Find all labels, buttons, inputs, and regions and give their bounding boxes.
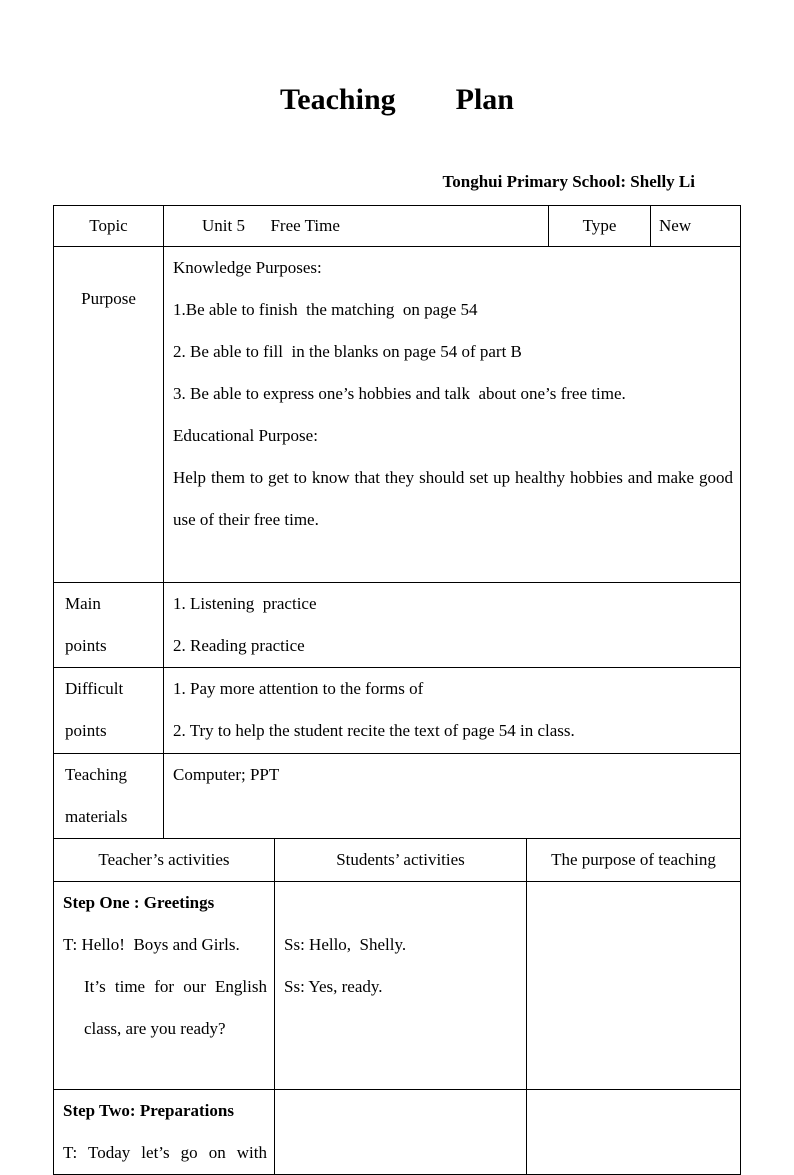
step-two-purpose-cell	[527, 1090, 741, 1175]
text-line: Ss: Yes, ready.	[284, 977, 383, 996]
table-row	[54, 839, 741, 882]
step-one-teacher-cell	[54, 882, 275, 1090]
lesson-info-table	[53, 205, 741, 839]
topic-label-cell: Topic	[54, 206, 164, 247]
text-line: Computer; PPT	[173, 765, 280, 784]
school-author-line: Tonghui Primary School: Shelly Li	[442, 172, 695, 191]
topic-value-cell: Unit 5 Free Time	[164, 206, 549, 247]
text-line: 2. Be able to fill in the blanks on page 54 of part B	[173, 342, 522, 361]
step-two-students-cell	[275, 1090, 527, 1175]
text-line: Ss: Hello, Shelly.	[284, 935, 407, 954]
text-line: 1. Pay more attention to the forms of	[173, 679, 424, 698]
teacher-activities-header-cell: Teacher’s activities	[54, 839, 275, 882]
text-line: T: Today let’s go on with	[63, 1143, 267, 1162]
type-label-cell: Type	[549, 206, 651, 247]
step-one-purpose-cell	[527, 882, 741, 1090]
step-title: Step One : Greetings	[63, 893, 215, 912]
text-line: points	[65, 636, 107, 655]
text-paragraph: Help them to get to know that they should set up healthy hobbies and make good use of their free time.	[173, 468, 733, 529]
purpose-content-cell	[164, 247, 741, 583]
text-line: 2. Reading practice	[173, 636, 305, 655]
text-line: 1.Be able to finish the matching on page 54	[173, 300, 478, 319]
table-row	[54, 1090, 741, 1175]
text-line: Difficult	[65, 679, 124, 698]
text-line: 3. Be able to express one’s hobbies and talk about one’s free time.	[173, 384, 626, 403]
table-row	[54, 668, 741, 754]
step-title: Step Two: Preparations	[63, 1101, 234, 1120]
table-row	[54, 583, 741, 668]
text-line: 2. Try to help the student recite the text of page 54 in class.	[173, 721, 575, 740]
type-value-cell: New	[651, 206, 741, 247]
table-row	[54, 754, 741, 839]
teaching-materials-content-cell	[164, 754, 741, 839]
step-one-students-cell	[275, 882, 527, 1090]
purpose-label-cell: Purpose	[54, 247, 164, 583]
table-row	[54, 882, 741, 1090]
text-line: materials	[65, 807, 128, 826]
text-line: points	[65, 721, 107, 740]
text-line: Educational Purpose:	[173, 426, 318, 445]
text-line: It’s time for our English	[84, 977, 267, 996]
page-title: Teaching Plan	[280, 83, 514, 116]
table-row	[54, 247, 741, 583]
text-line: Teaching	[65, 765, 128, 784]
text-line: 1. Listening practice	[173, 594, 317, 613]
main-points-label-cell	[54, 583, 164, 668]
activities-table	[53, 838, 741, 1175]
main-points-content-cell	[164, 583, 741, 668]
purpose-of-teaching-header-cell: The purpose of teaching	[527, 839, 741, 882]
text-line: Main	[65, 594, 101, 613]
text-line: Knowledge Purposes:	[173, 258, 322, 277]
step-two-teacher-cell	[54, 1090, 275, 1175]
text-line: T: Hello! Boys and Girls.	[63, 935, 240, 954]
students-activities-header-cell: Students’ activities	[275, 839, 527, 882]
table-row	[54, 206, 741, 247]
text-line: class, are you ready?	[84, 1019, 226, 1038]
difficult-points-label-cell	[54, 668, 164, 754]
teaching-materials-label-cell	[54, 754, 164, 839]
difficult-points-content-cell	[164, 668, 741, 754]
